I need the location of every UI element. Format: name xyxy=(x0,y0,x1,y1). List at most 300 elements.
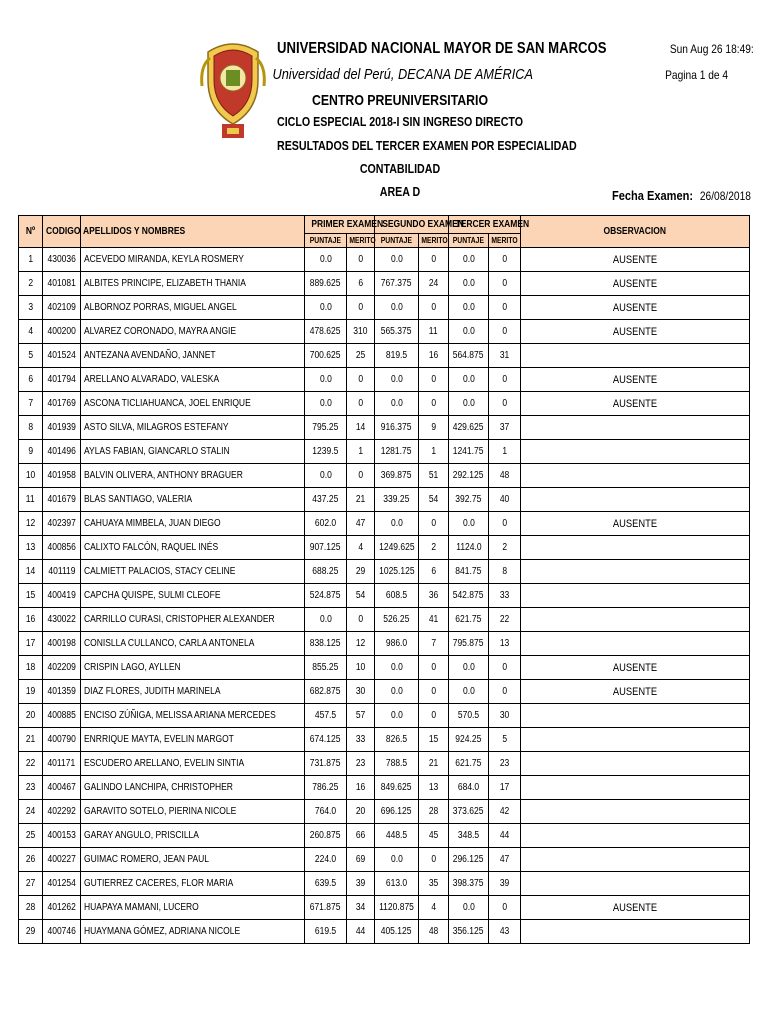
col-segundo-merito: MERITO xyxy=(419,234,449,248)
row-observacion: AUSENTE xyxy=(521,656,750,680)
table-row xyxy=(19,320,750,344)
area-title: AREA D xyxy=(379,184,421,199)
row-primer-merito: 30 xyxy=(347,680,375,704)
row-primer-merito: 0 xyxy=(347,296,375,320)
row-nombre: ALBITES PRINCIPE, ELIZABETH THANIA xyxy=(81,272,305,296)
row-codigo: 400419 xyxy=(43,584,81,608)
row-segundo-merito: 6 xyxy=(419,560,449,584)
row-observacion xyxy=(521,416,750,440)
row-tercer-puntaje: 373.625 xyxy=(449,800,489,824)
row-codigo: 402397 xyxy=(43,512,81,536)
row-observacion xyxy=(521,440,750,464)
row-tercer-merito: 47 xyxy=(489,848,521,872)
row-codigo: 402109 xyxy=(43,296,81,320)
row-primer-puntaje: 855.25 xyxy=(305,656,347,680)
row-tercer-merito: 33 xyxy=(489,584,521,608)
row-primer-merito: 23 xyxy=(347,752,375,776)
row-tercer-merito: 31 xyxy=(489,344,521,368)
row-segundo-merito: 35 xyxy=(419,872,449,896)
row-nombre: CALIXTO FALCÓN, RAQUEL INÉS xyxy=(81,536,305,560)
row-nombre: GARAY ANGULO, PRISCILLA xyxy=(81,824,305,848)
row-segundo-merito: 0 xyxy=(419,392,449,416)
row-segundo-merito: 16 xyxy=(419,344,449,368)
row-tercer-puntaje: 0.0 xyxy=(449,896,489,920)
col-primer-merito: MERITO xyxy=(347,234,375,248)
row-observacion xyxy=(521,584,750,608)
row-segundo-merito: 51 xyxy=(419,464,449,488)
col-tercer-merito: MERITO xyxy=(489,234,521,248)
row-tercer-puntaje: 292.125 xyxy=(449,464,489,488)
row-primer-merito: 4 xyxy=(347,536,375,560)
table-row xyxy=(19,800,750,824)
col-primer-puntaje: PUNTAJE xyxy=(305,234,347,248)
table-row xyxy=(19,776,750,800)
row-segundo-puntaje: 526.25 xyxy=(375,608,419,632)
row-primer-merito: 16 xyxy=(347,776,375,800)
row-num: 14 xyxy=(19,560,43,584)
row-codigo: 400198 xyxy=(43,632,81,656)
row-observacion xyxy=(521,488,750,512)
table-row xyxy=(19,608,750,632)
row-tercer-puntaje: 0.0 xyxy=(449,656,489,680)
row-observacion: AUSENTE xyxy=(521,680,750,704)
row-codigo: 401679 xyxy=(43,488,81,512)
row-codigo: 400790 xyxy=(43,728,81,752)
row-tercer-puntaje: 0.0 xyxy=(449,680,489,704)
row-num: 13 xyxy=(19,536,43,560)
row-codigo: 401939 xyxy=(43,416,81,440)
row-primer-merito: 57 xyxy=(347,704,375,728)
row-num: 7 xyxy=(19,392,43,416)
row-observacion xyxy=(521,536,750,560)
row-tercer-merito: 42 xyxy=(489,800,521,824)
row-tercer-puntaje: 0.0 xyxy=(449,392,489,416)
row-num: 19 xyxy=(19,680,43,704)
row-tercer-merito: 0 xyxy=(489,656,521,680)
row-primer-puntaje: 224.0 xyxy=(305,848,347,872)
ciclo-title: CICLO ESPECIAL 2018-I SIN INGRESO DIRECTO xyxy=(277,114,524,129)
row-segundo-merito: 4 xyxy=(419,896,449,920)
col-segundo-puntaje: PUNTAJE xyxy=(375,234,419,248)
row-num: 8 xyxy=(19,416,43,440)
row-tercer-merito: 0 xyxy=(489,392,521,416)
row-tercer-puntaje: 0.0 xyxy=(449,512,489,536)
table-row xyxy=(19,728,750,752)
exam-date xyxy=(612,188,751,203)
row-primer-merito: 14 xyxy=(347,416,375,440)
row-num: 18 xyxy=(19,656,43,680)
table-row xyxy=(19,896,750,920)
row-primer-puntaje: 764.0 xyxy=(305,800,347,824)
row-segundo-puntaje: 565.375 xyxy=(375,320,419,344)
row-num: 28 xyxy=(19,896,43,920)
row-observacion: AUSENTE xyxy=(521,368,750,392)
exam-date-value: 26/08/2018 xyxy=(699,189,751,203)
row-num: 1 xyxy=(19,248,43,272)
row-num: 12 xyxy=(19,512,43,536)
row-segundo-puntaje: 0.0 xyxy=(375,704,419,728)
row-num: 5 xyxy=(19,344,43,368)
row-primer-merito: 54 xyxy=(347,584,375,608)
row-primer-puntaje: 1239.5 xyxy=(305,440,347,464)
row-codigo: 401769 xyxy=(43,392,81,416)
table-row xyxy=(19,848,750,872)
row-observacion: AUSENTE xyxy=(521,392,750,416)
row-tercer-merito: 17 xyxy=(489,776,521,800)
print-timestamp: Sun Aug 26 18:49: xyxy=(670,42,754,56)
row-primer-puntaje: 786.25 xyxy=(305,776,347,800)
table-row xyxy=(19,272,750,296)
table-row xyxy=(19,536,750,560)
row-primer-puntaje: 0.0 xyxy=(305,368,347,392)
row-segundo-puntaje: 0.0 xyxy=(375,848,419,872)
row-observacion xyxy=(521,848,750,872)
row-observacion: AUSENTE xyxy=(521,320,750,344)
row-num: 2 xyxy=(19,272,43,296)
row-observacion xyxy=(521,464,750,488)
row-codigo: 401119 xyxy=(43,560,81,584)
row-tercer-puntaje: 392.75 xyxy=(449,488,489,512)
row-nombre: GUTIERREZ CACERES, FLOR MARIA xyxy=(81,872,305,896)
row-primer-merito: 33 xyxy=(347,728,375,752)
row-observacion: AUSENTE xyxy=(521,272,750,296)
row-segundo-puntaje: 0.0 xyxy=(375,512,419,536)
row-codigo: 400856 xyxy=(43,536,81,560)
row-primer-puntaje: 0.0 xyxy=(305,392,347,416)
row-primer-puntaje: 838.125 xyxy=(305,632,347,656)
row-segundo-puntaje: 0.0 xyxy=(375,392,419,416)
row-segundo-puntaje: 826.5 xyxy=(375,728,419,752)
row-tercer-puntaje: 621.75 xyxy=(449,608,489,632)
row-codigo: 401958 xyxy=(43,464,81,488)
row-nombre: HUAPAYA MAMANI, LUCERO xyxy=(81,896,305,920)
row-codigo: 401496 xyxy=(43,440,81,464)
row-tercer-puntaje: 356.125 xyxy=(449,920,489,944)
row-nombre: CAPCHA QUISPE, SULMI CLEOFE xyxy=(81,584,305,608)
row-nombre: GUIMAC ROMERO, JEAN PAUL xyxy=(81,848,305,872)
row-segundo-puntaje: 849.625 xyxy=(375,776,419,800)
table-row xyxy=(19,872,750,896)
row-segundo-puntaje: 1249.625 xyxy=(375,536,419,560)
row-tercer-merito: 1 xyxy=(489,440,521,464)
table-row xyxy=(19,656,750,680)
row-primer-puntaje: 671.875 xyxy=(305,896,347,920)
row-nombre: ESCUDERO ARELLANO, EVELIN SINTIA xyxy=(81,752,305,776)
row-num: 10 xyxy=(19,464,43,488)
row-primer-puntaje: 639.5 xyxy=(305,872,347,896)
row-primer-merito: 0 xyxy=(347,248,375,272)
row-num: 25 xyxy=(19,824,43,848)
row-codigo: 400200 xyxy=(43,320,81,344)
table-row xyxy=(19,560,750,584)
table-row xyxy=(19,344,750,368)
specialty-title: CONTABILIDAD xyxy=(359,161,441,176)
row-segundo-merito: 7 xyxy=(419,632,449,656)
row-tercer-merito: 40 xyxy=(489,488,521,512)
row-segundo-puntaje: 339.25 xyxy=(375,488,419,512)
row-segundo-puntaje: 986.0 xyxy=(375,632,419,656)
row-nombre: GALINDO LANCHIPA, CHRISTOPHER xyxy=(81,776,305,800)
col-tercer-examen: TERCER EXAMEN xyxy=(449,216,521,234)
page-indicator: Pagina 1 de 4 xyxy=(665,68,728,82)
row-nombre: CRISPIN LAGO, AYLLEN xyxy=(81,656,305,680)
row-observacion xyxy=(521,800,750,824)
row-primer-merito: 12 xyxy=(347,632,375,656)
table-row xyxy=(19,920,750,944)
results-title: RESULTADOS DEL TERCER EXAMEN POR ESPECIALIDAD xyxy=(277,138,577,153)
row-codigo: 400467 xyxy=(43,776,81,800)
col-codigo: CODIGO xyxy=(43,216,81,248)
row-nombre: ACEVEDO MIRANDA, KEYLA ROSMERY xyxy=(81,248,305,272)
row-segundo-merito: 0 xyxy=(419,656,449,680)
table-row xyxy=(19,368,750,392)
row-tercer-merito: 0 xyxy=(489,896,521,920)
row-primer-merito: 20 xyxy=(347,800,375,824)
row-num: 15 xyxy=(19,584,43,608)
row-tercer-merito: 30 xyxy=(489,704,521,728)
row-segundo-merito: 9 xyxy=(419,416,449,440)
row-primer-puntaje: 437.25 xyxy=(305,488,347,512)
university-seal-icon xyxy=(202,36,264,144)
row-segundo-merito: 21 xyxy=(419,752,449,776)
row-tercer-puntaje: 570.5 xyxy=(449,704,489,728)
row-nombre: ASCONA TICLIAHUANCA, JOEL ENRIQUE xyxy=(81,392,305,416)
row-num: 6 xyxy=(19,368,43,392)
row-num: 4 xyxy=(19,320,43,344)
row-segundo-merito: 1 xyxy=(419,440,449,464)
row-primer-puntaje: 795.25 xyxy=(305,416,347,440)
row-nombre: CONISLLA CULLANCO, CARLA ANTONELA xyxy=(81,632,305,656)
row-segundo-merito: 0 xyxy=(419,368,449,392)
exam-date-label: Fecha Examen: xyxy=(612,188,694,203)
row-primer-puntaje: 602.0 xyxy=(305,512,347,536)
row-tercer-puntaje: 795.875 xyxy=(449,632,489,656)
row-segundo-puntaje: 1025.125 xyxy=(375,560,419,584)
row-codigo: 430022 xyxy=(43,608,81,632)
row-codigo: 400227 xyxy=(43,848,81,872)
row-tercer-puntaje: 0.0 xyxy=(449,296,489,320)
table-row xyxy=(19,464,750,488)
row-nombre: CARRILLO CURASI, CRISTOPHER ALEXANDER xyxy=(81,608,305,632)
row-num: 23 xyxy=(19,776,43,800)
row-tercer-merito: 13 xyxy=(489,632,521,656)
row-tercer-merito: 0 xyxy=(489,320,521,344)
row-segundo-puntaje: 0.0 xyxy=(375,680,419,704)
row-codigo: 401262 xyxy=(43,896,81,920)
row-tercer-merito: 43 xyxy=(489,920,521,944)
row-observacion xyxy=(521,704,750,728)
row-observacion xyxy=(521,608,750,632)
row-primer-puntaje: 457.5 xyxy=(305,704,347,728)
row-primer-puntaje: 0.0 xyxy=(305,248,347,272)
row-nombre: GARAVITO SOTELO, PIERINA NICOLE xyxy=(81,800,305,824)
row-codigo: 400153 xyxy=(43,824,81,848)
table-row xyxy=(19,488,750,512)
university-name: UNIVERSIDAD NACIONAL MAYOR DE SAN MARCOS xyxy=(277,40,607,57)
row-nombre: CALMIETT PALACIOS, STACY CELINE xyxy=(81,560,305,584)
row-observacion: AUSENTE xyxy=(521,896,750,920)
row-segundo-merito: 0 xyxy=(419,680,449,704)
table-row xyxy=(19,752,750,776)
row-segundo-merito: 54 xyxy=(419,488,449,512)
row-codigo: 430036 xyxy=(43,248,81,272)
table-row xyxy=(19,296,750,320)
row-num: 24 xyxy=(19,800,43,824)
row-primer-puntaje: 889.625 xyxy=(305,272,347,296)
row-nombre: BLAS SANTIAGO, VALERIA xyxy=(81,488,305,512)
row-primer-puntaje: 619.5 xyxy=(305,920,347,944)
row-nombre: ENCISO ZÚÑIGA, MELISSA ARIANA MERCEDES xyxy=(81,704,305,728)
row-tercer-puntaje: 0.0 xyxy=(449,320,489,344)
row-observacion xyxy=(521,632,750,656)
row-tercer-puntaje: 348.5 xyxy=(449,824,489,848)
row-segundo-merito: 28 xyxy=(419,800,449,824)
row-segundo-merito: 41 xyxy=(419,608,449,632)
university-subtitle: Universidad del Perú, DECANA DE AMÉRICA xyxy=(272,66,534,83)
row-tercer-puntaje: 841.75 xyxy=(449,560,489,584)
row-tercer-merito: 23 xyxy=(489,752,521,776)
row-tercer-puntaje: 0.0 xyxy=(449,368,489,392)
row-tercer-merito: 39 xyxy=(489,872,521,896)
row-observacion xyxy=(521,752,750,776)
col-tercer-puntaje: PUNTAJE xyxy=(449,234,489,248)
row-primer-puntaje: 674.125 xyxy=(305,728,347,752)
row-segundo-puntaje: 696.125 xyxy=(375,800,419,824)
col-num: Nº xyxy=(19,216,43,248)
row-nombre: CAHUAYA MIMBELA, JUAN DIEGO xyxy=(81,512,305,536)
table-row xyxy=(19,248,750,272)
table-row xyxy=(19,512,750,536)
row-nombre: ENRRIQUE MAYTA, EVELIN MARGOT xyxy=(81,728,305,752)
row-tercer-merito: 0 xyxy=(489,512,521,536)
row-num: 3 xyxy=(19,296,43,320)
row-segundo-puntaje: 767.375 xyxy=(375,272,419,296)
row-segundo-puntaje: 1281.75 xyxy=(375,440,419,464)
row-tercer-merito: 37 xyxy=(489,416,521,440)
table-row xyxy=(19,392,750,416)
row-tercer-merito: 22 xyxy=(489,608,521,632)
row-num: 29 xyxy=(19,920,43,944)
row-num: 17 xyxy=(19,632,43,656)
row-segundo-puntaje: 788.5 xyxy=(375,752,419,776)
row-tercer-puntaje: 684.0 xyxy=(449,776,489,800)
row-num: 27 xyxy=(19,872,43,896)
row-codigo: 400885 xyxy=(43,704,81,728)
row-codigo: 401081 xyxy=(43,272,81,296)
row-nombre: ASTO SILVA, MILAGROS ESTEFANY xyxy=(81,416,305,440)
row-nombre: ARELLANO ALVARADO, VALESKA xyxy=(81,368,305,392)
row-tercer-puntaje: 621.75 xyxy=(449,752,489,776)
row-observacion xyxy=(521,920,750,944)
row-tercer-puntaje: 0.0 xyxy=(449,272,489,296)
row-observacion xyxy=(521,824,750,848)
row-primer-puntaje: 0.0 xyxy=(305,608,347,632)
row-primer-puntaje: 682.875 xyxy=(305,680,347,704)
row-tercer-puntaje: 429.625 xyxy=(449,416,489,440)
row-num: 11 xyxy=(19,488,43,512)
row-segundo-merito: 36 xyxy=(419,584,449,608)
row-segundo-puntaje: 0.0 xyxy=(375,296,419,320)
row-primer-puntaje: 731.875 xyxy=(305,752,347,776)
row-codigo: 401171 xyxy=(43,752,81,776)
row-observacion xyxy=(521,872,750,896)
table-row xyxy=(19,824,750,848)
row-num: 22 xyxy=(19,752,43,776)
row-primer-merito: 69 xyxy=(347,848,375,872)
row-tercer-puntaje: 542.875 xyxy=(449,584,489,608)
row-observacion xyxy=(521,344,750,368)
row-segundo-merito: 45 xyxy=(419,824,449,848)
row-segundo-merito: 11 xyxy=(419,320,449,344)
row-num: 20 xyxy=(19,704,43,728)
row-nombre: ALVAREZ CORONADO, MAYRA ANGIE xyxy=(81,320,305,344)
row-primer-merito: 310 xyxy=(347,320,375,344)
row-segundo-puntaje: 819.5 xyxy=(375,344,419,368)
row-num: 26 xyxy=(19,848,43,872)
row-segundo-puntaje: 0.0 xyxy=(375,368,419,392)
table-row xyxy=(19,584,750,608)
row-nombre: BALVIN OLIVERA, ANTHONY BRAGUER xyxy=(81,464,305,488)
row-nombre: ANTEZANA AVENDAÑO, JANNET xyxy=(81,344,305,368)
col-segundo-examen: SEGUNDO EXAMEN xyxy=(375,216,449,234)
row-tercer-merito: 0 xyxy=(489,248,521,272)
row-segundo-puntaje: 448.5 xyxy=(375,824,419,848)
col-nombre: APELLIDOS Y NOMBRES xyxy=(81,216,305,248)
row-primer-puntaje: 700.625 xyxy=(305,344,347,368)
row-codigo: 402209 xyxy=(43,656,81,680)
row-num: 21 xyxy=(19,728,43,752)
row-primer-merito: 0 xyxy=(347,392,375,416)
row-tercer-merito: 0 xyxy=(489,680,521,704)
row-nombre: ALBORNOZ PORRAS, MIGUEL ANGEL xyxy=(81,296,305,320)
row-tercer-merito: 0 xyxy=(489,272,521,296)
col-observacion: OBSERVACION xyxy=(521,216,750,248)
row-segundo-merito: 0 xyxy=(419,848,449,872)
row-tercer-merito: 8 xyxy=(489,560,521,584)
row-segundo-merito: 2 xyxy=(419,536,449,560)
row-tercer-puntaje: 924.25 xyxy=(449,728,489,752)
row-observacion xyxy=(521,728,750,752)
row-segundo-puntaje: 0.0 xyxy=(375,248,419,272)
row-nombre: HUAYMANA GÓMEZ, ADRIANA NICOLE xyxy=(81,920,305,944)
row-primer-merito: 25 xyxy=(347,344,375,368)
row-primer-merito: 39 xyxy=(347,872,375,896)
row-codigo: 402292 xyxy=(43,800,81,824)
row-segundo-merito: 0 xyxy=(419,296,449,320)
row-primer-merito: 10 xyxy=(347,656,375,680)
row-primer-merito: 66 xyxy=(347,824,375,848)
row-primer-merito: 6 xyxy=(347,272,375,296)
row-primer-merito: 29 xyxy=(347,560,375,584)
table-row xyxy=(19,704,750,728)
results-table xyxy=(18,215,750,944)
row-primer-puntaje: 0.0 xyxy=(305,464,347,488)
row-tercer-puntaje: 296.125 xyxy=(449,848,489,872)
row-segundo-merito: 0 xyxy=(419,248,449,272)
row-primer-puntaje: 524.875 xyxy=(305,584,347,608)
row-primer-merito: 0 xyxy=(347,608,375,632)
row-primer-puntaje: 260.875 xyxy=(305,824,347,848)
row-segundo-puntaje: 405.125 xyxy=(375,920,419,944)
row-codigo: 401254 xyxy=(43,872,81,896)
row-segundo-puntaje: 369.875 xyxy=(375,464,419,488)
row-primer-merito: 44 xyxy=(347,920,375,944)
row-segundo-puntaje: 916.375 xyxy=(375,416,419,440)
row-observacion: AUSENTE xyxy=(521,296,750,320)
row-num: 16 xyxy=(19,608,43,632)
row-tercer-puntaje: 1124.0 xyxy=(449,536,489,560)
row-tercer-puntaje: 398.375 xyxy=(449,872,489,896)
